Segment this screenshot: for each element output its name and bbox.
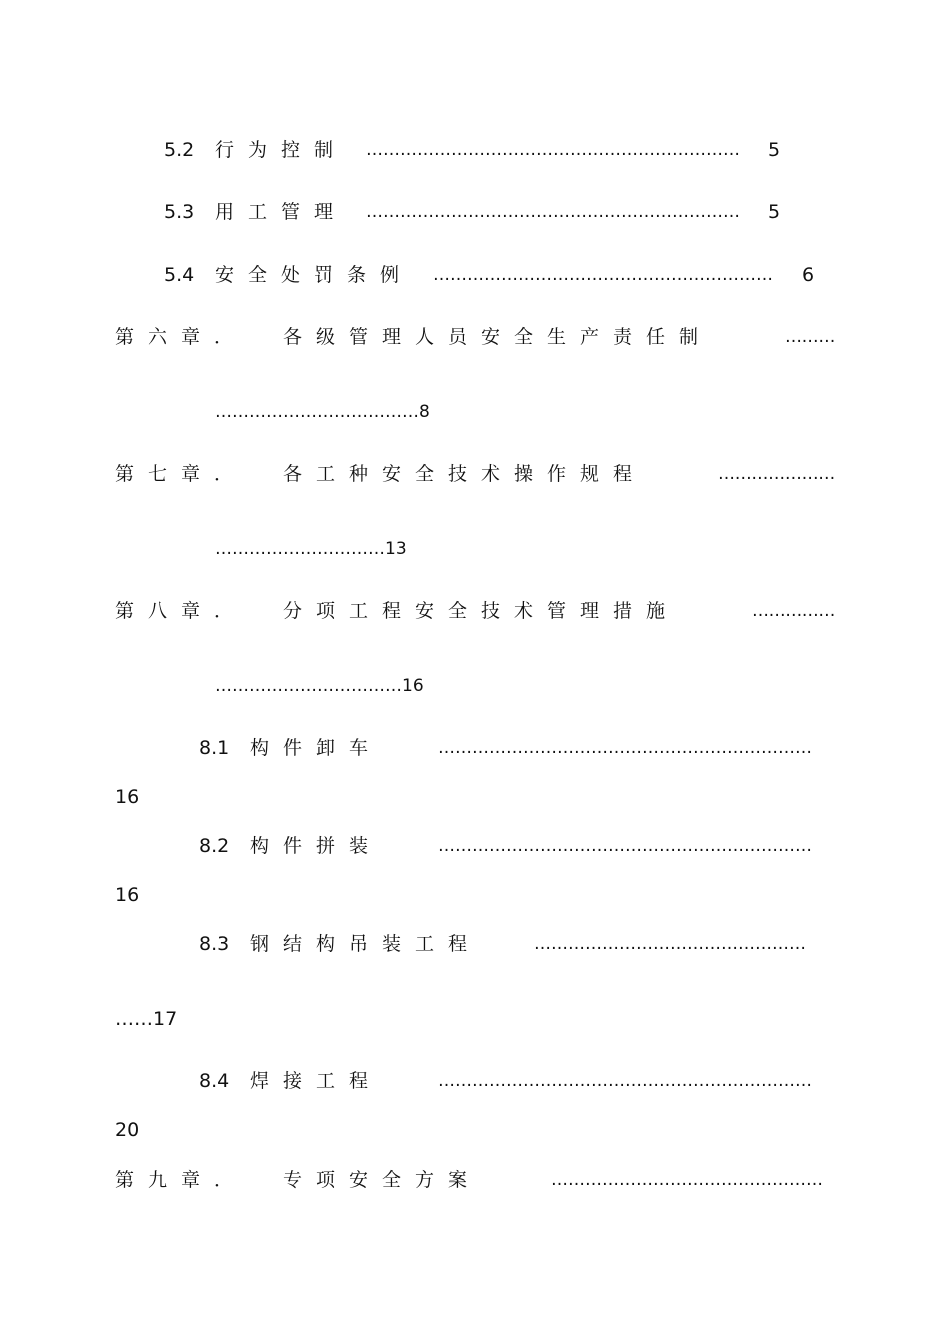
- section-number: 8.4: [199, 1070, 230, 1092]
- section-title: 行为控制: [215, 139, 348, 161]
- page-number: 5: [768, 139, 781, 161]
- leader-dots: …………………………………………………………: [438, 1071, 812, 1091]
- leader-dots: …………………………………………………………: [438, 738, 812, 758]
- section-number: 8.1: [199, 737, 230, 759]
- page-number: 20: [115, 1119, 140, 1141]
- chapter-title: 各工种安全技术操作规程: [283, 463, 647, 485]
- leader-dots: …………………………………………: [534, 934, 806, 954]
- chapter-title: 各级管理人员安全生产责任制: [283, 326, 713, 348]
- leader-dots-continued: ………………………………8: [215, 402, 430, 422]
- page-number: 16: [115, 884, 140, 906]
- leader-dots-continued: ……………………………16: [215, 676, 424, 696]
- chapter-label: 第六章．: [115, 326, 248, 348]
- section-title: 构件拼装: [250, 835, 383, 857]
- leader-dots: …………………………………………: [551, 1170, 823, 1190]
- section-number: 8.3: [199, 933, 230, 955]
- section-number: 5.2: [164, 139, 195, 161]
- section-title: 安全处罚条例: [215, 264, 414, 286]
- leader-dots: …………………………………………………………: [366, 202, 740, 222]
- chapter-label: 第八章．: [115, 600, 248, 622]
- leader-dots: ……………………………………………………: [433, 265, 773, 285]
- page-number: 5: [768, 201, 781, 223]
- leader-dots: …………………………………………………………: [366, 140, 740, 160]
- page-number: 6: [802, 264, 815, 286]
- leader-dots: …………………: [718, 464, 836, 484]
- leader-dots: ………: [785, 327, 836, 347]
- page-number: 16: [115, 786, 140, 808]
- section-title: 焊接工程: [250, 1070, 383, 1092]
- chapter-title: 分项工程安全技术管理措施: [283, 600, 680, 622]
- section-number: 8.2: [199, 835, 230, 857]
- leader-dots-continued: …………………………13: [215, 539, 407, 559]
- section-title: 用工管理: [215, 201, 348, 223]
- page-number: ……17: [115, 1008, 178, 1030]
- chapter-label: 第七章．: [115, 463, 248, 485]
- chapter-title: 专项安全方案: [283, 1169, 482, 1191]
- section-title: 构件卸车: [250, 737, 383, 759]
- leader-dots: …………………………………………………………: [438, 836, 812, 856]
- section-number: 5.3: [164, 201, 195, 223]
- chapter-label: 第九章．: [115, 1169, 248, 1191]
- section-number: 5.4: [164, 264, 195, 286]
- section-title: 钢结构吊装工程: [250, 933, 482, 955]
- leader-dots: ……………: [752, 601, 836, 621]
